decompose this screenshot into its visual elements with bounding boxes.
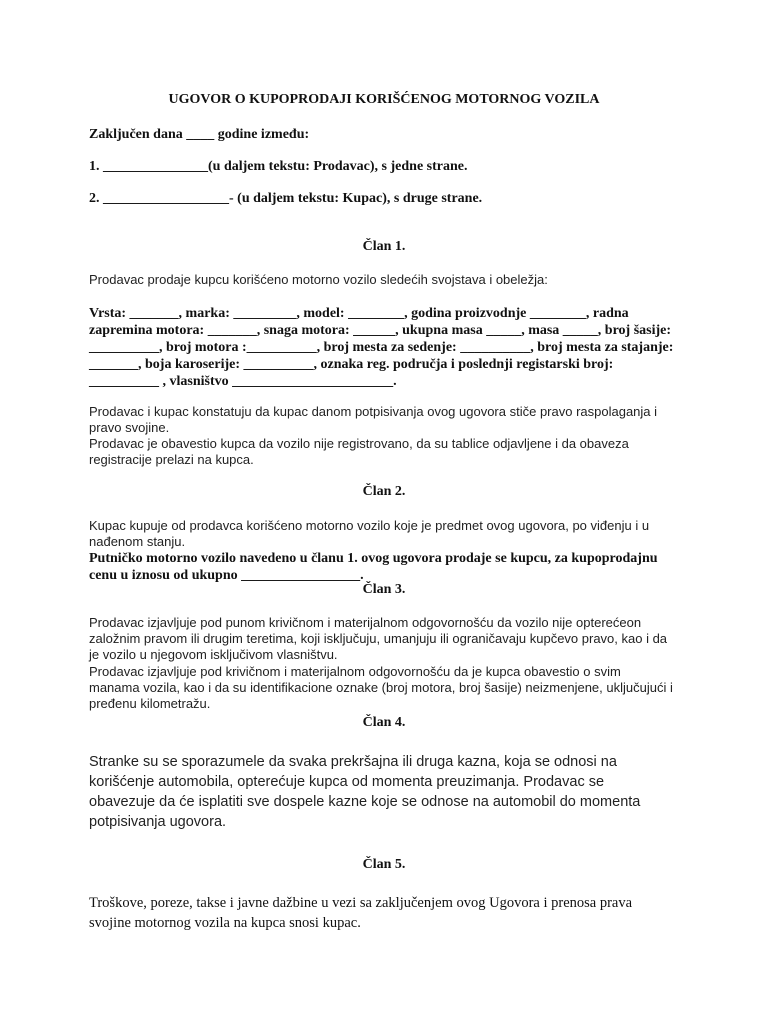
clan2-paragraph-1: Kupac kupuje od prodavca korišćeno motorno vozilo koje je predmet ovog ugovora, po viđenju i u nađenom stanju.	[89, 518, 650, 549]
clan1-lead: Prodavac prodaje kupcu korišćeno motorno vozilo sledećih svojstava i obeležja:	[89, 272, 548, 287]
clan5-heading: Član 5.	[362, 857, 406, 872]
party-seller: 1. _______________(u daljem tekstu: Prodavac), s jedne strane.	[89, 159, 468, 174]
clan5-paragraph-1: Troškove, poreze, takse i javne dažbine u vezi sa zaključenjem ovog Ugovora i prenosa prava svojine motornog vozila na kupca snosi kupac.	[89, 895, 633, 931]
concluded-line: Zaključen dana ____ godine između:	[89, 127, 310, 142]
clan2-paragraph-2: Putničko motorno vozilo navedeno u članu 1. ovog ugovora prodaje se kupcu, za kupoprodajnu cenu u iznosu od ukupno _________________.	[89, 551, 658, 583]
clan1-paragraph-2: Prodavac je obavestio kupca da vozilo nije registrovano, da su tablice odjavljene i da obaveza registracije prelazi na kupca.	[89, 436, 629, 467]
clan3-heading: Član 3.	[362, 582, 406, 597]
clan3-paragraph-1: Prodavac izjavljuje pod punom krivičnom i materijalnom odgovornošću da vozilo nije opterećeon založnim pravom ili drugim teretima, koji isključuju, umanjuju ili ograničavaju kupčevo pravo, kao i da je vozilo u njegovom isključivom vlasništvu.	[89, 615, 668, 662]
clan1-paragraph-1: Prodavac i kupac konstatuju da kupac danom potpisivanja ovog ugovora stiče pravo raspolaganja i pravo svojine.	[89, 404, 658, 435]
clan4-heading: Član 4.	[362, 715, 406, 730]
clan1-specs: Vrsta: _______, marka: _________, model: ________, godina proizvodnje ________, radna zapremina motora: _______, snaga motora: ______, ukupna masa _____, masa _____, broj šasije: __________, broj motora :__________, broj mesta za sedenje: __________, broj mesta za stajanje: _______, boja karoserije: __________, oznaka reg. područja i poslednji registarski broj: __________ , vlasništvo _______________________.	[89, 306, 674, 389]
clan3-paragraph-2: Prodavac izjavljuje pod krivičnom i materijalnom odgovornošću da je kupca obavestio o svim manama vozila, kao i da su identifikacione oznake (broj motora, broj šasije) neizmenjene, uključujući i pređenu kilometražu.	[89, 664, 673, 711]
clan2-heading: Član 2.	[362, 484, 406, 499]
clan4-paragraph-1: Stranke su se sporazumele da svaka prekršajna ili druga kazna, koja se odnosi na korišćenje automobila, opterećuje kupca od momenta preuzimanja. Prodavac se obavezuje da će isplatiti sve dospele kazne koje se odnose na automobil do momenta potpisivanja ugovora.	[89, 754, 641, 830]
document-title: UGOVOR O KUPOPRODAJI KORIŠĆENOG MOTORNOG VOZILA	[168, 92, 600, 107]
clan1-heading: Član 1.	[362, 239, 406, 254]
party-buyer: 2. __________________- (u daljem tekstu: Kupac), s druge strane.	[89, 191, 483, 206]
